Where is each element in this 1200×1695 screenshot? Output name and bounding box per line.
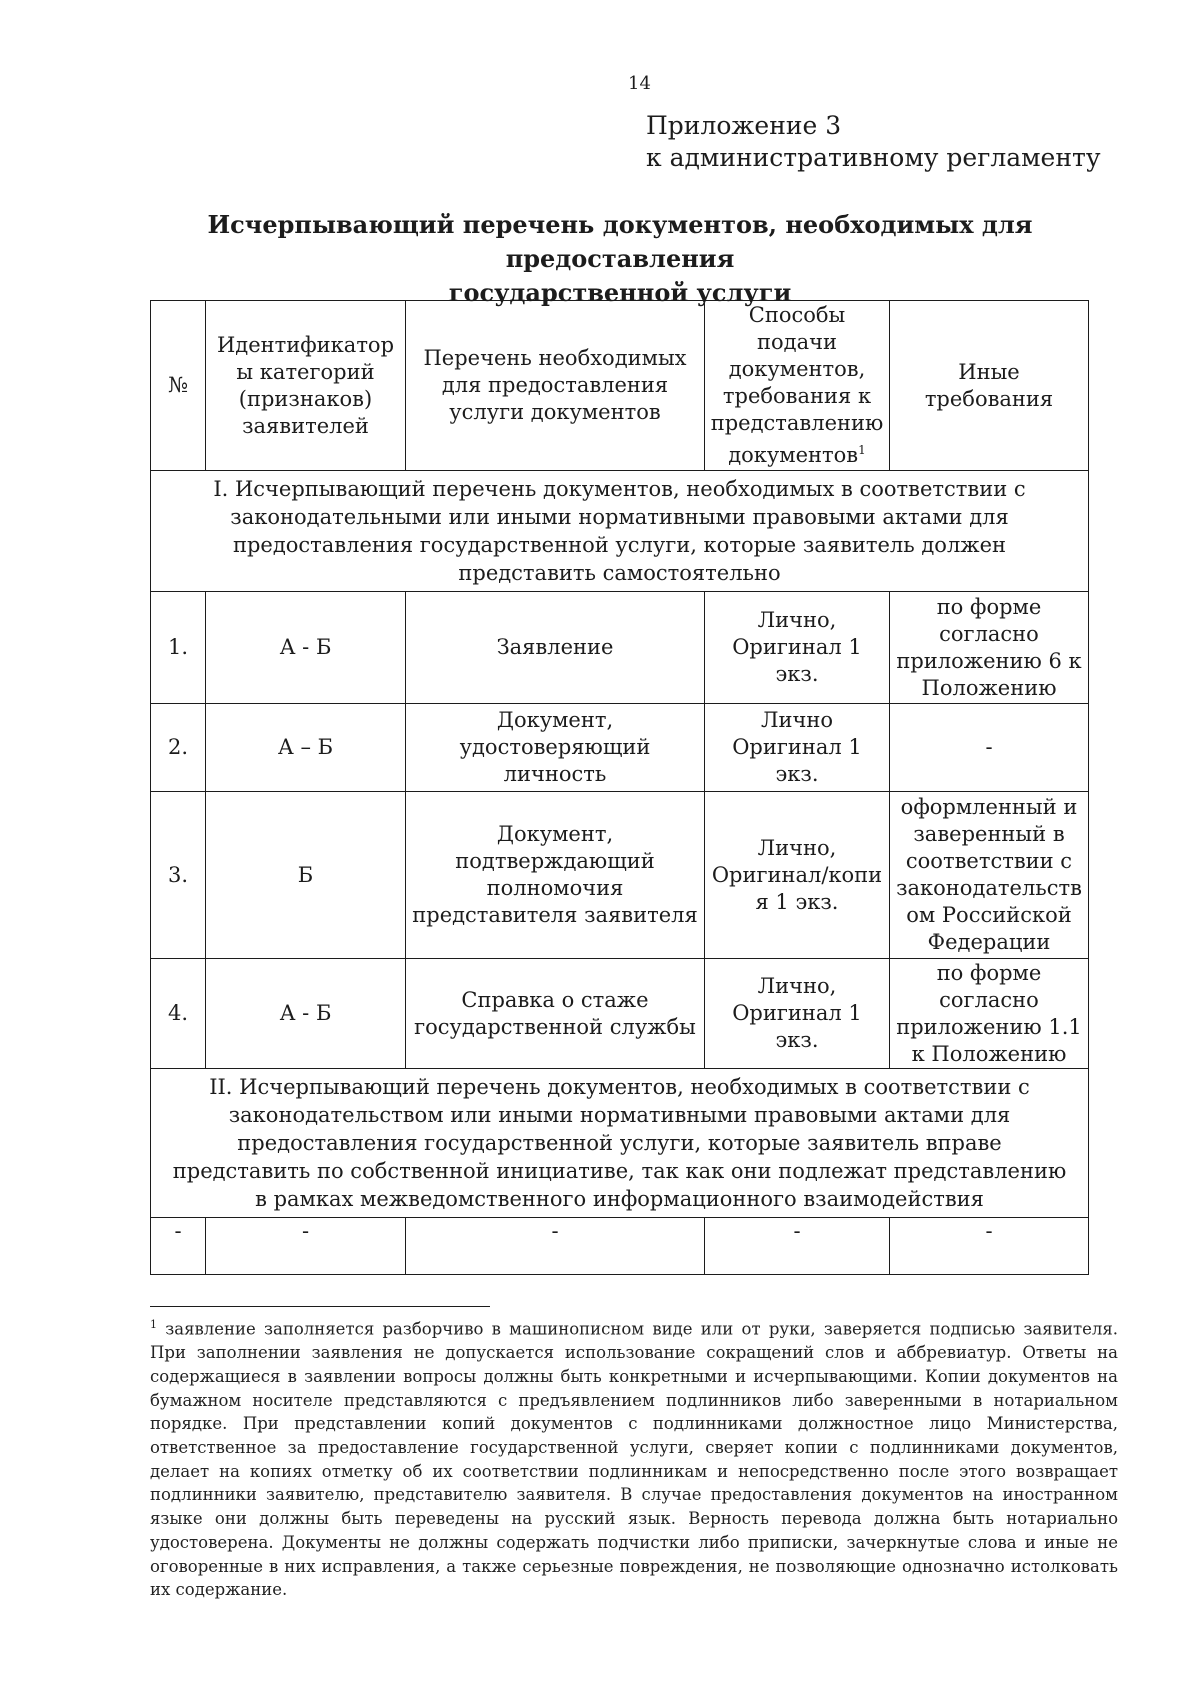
row-1-doc: Заявление — [406, 592, 705, 704]
table-row — [151, 704, 1089, 792]
row-2-other: - — [890, 704, 1089, 792]
appendix-line-1: Приложение 3 — [646, 111, 842, 140]
row-3-doc: Документ, подтверждающий полномочия представителя заявителя — [406, 792, 705, 959]
document-title — [130, 208, 1110, 310]
section-2-row — [151, 1069, 1089, 1218]
row-2-doc: Документ, удостоверяющий личность — [406, 704, 705, 792]
last-row-other: - — [890, 1218, 1089, 1275]
row-4-doc: Справка о стаже государственной службы — [406, 959, 705, 1069]
row-4-other: по форме согласно приложению 1.1 к Положению — [890, 959, 1089, 1069]
last-row-num: - — [151, 1218, 206, 1275]
row-1-other: по форме согласно приложению 6 к Положению — [890, 592, 1089, 704]
header-methods-text: Способы подачи документов, требования к представлению документов — [710, 303, 884, 467]
footnote-text: заявление заполняется разборчиво в машинописном виде или от руки, заверяется подписью заявителя. При заполнении заявления не допускается использование сокращений слов и аббревиатур. Ответы на содержащиеся в заявлении вопросы должны быть конкретными и исчерпывающими. Копии документов на бумажном носителе представляются с предъявлением подлинников либо заверенными в нотариальном порядке. При представлении копий документов с подлинниками должностное лицо Министерства, ответственное за предоставление государственной услуги, сверяет копии с подлинниками документов, делает на копиях отметку об их соответствии подлинникам и непосредственно после этого возвращает подлинники заявителю, представителю заявителя. В случае предоставления документов на иностранном языке они должны быть переведены на русский язык. Верность перевода должна быть нотариально удостоверена. Документы не должны содержать подчистки либо приписки, зачеркнутые слова и иные не оговоренные в них исправления, а также серьезные повреждения, не позволяющие однозначно истолковать их содержание. — [150, 1319, 1118, 1600]
table-row — [151, 592, 1089, 704]
header-num: № — [151, 301, 206, 471]
last-row-method: - — [705, 1218, 890, 1275]
row-3-other: оформленный и заверенный в соответствии с законодательств ом Российской Федерации — [890, 792, 1089, 959]
row-1-method: Лично, Оригинал 1 экз. — [705, 592, 890, 704]
row-3-method: Лично, Оригинал/копи я 1 экз. — [705, 792, 890, 959]
footnote-separator — [150, 1306, 490, 1307]
row-4-id: А - Б — [206, 959, 406, 1069]
row-3-num: 3. — [151, 792, 206, 959]
last-row-id: - — [206, 1218, 406, 1275]
page-number: 14 — [628, 73, 651, 94]
last-row-doc: - — [406, 1218, 705, 1275]
table-row — [151, 792, 1089, 959]
table-row — [151, 959, 1089, 1069]
row-3-id: Б — [206, 792, 406, 959]
header-other: Иные требования — [890, 301, 1089, 471]
header-identifiers: Идентификатор ы категорий (признаков) заявителей — [206, 301, 406, 471]
title-line-1: Исчерпывающий перечень документов, необходимых для предоставления — [207, 210, 1033, 273]
appendix-note — [646, 110, 1101, 174]
title-line-2: государственной услуги — [448, 278, 792, 307]
row-4-method: Лично, Оригинал 1 экз. — [705, 959, 890, 1069]
section-2-heading: II. Исчерпывающий перечень документов, необходимых в соответствии с законодательством или иными нормативными правовыми актами для предоставления государственной услуги, которые заявитель вправе представить по собственной инициативе, так как они подлежат представлению в рамках межведомственного информационного взаимодействия — [151, 1069, 1089, 1218]
section-1-heading: I. Исчерпывающий перечень документов, необходимых в соответствии с законодательными или иными нормативными правовыми актами для предоставления государственной услуги, которые заявитель должен представить самостоятельно — [151, 471, 1089, 592]
row-4-num: 4. — [151, 959, 206, 1069]
footnote-number: 1 — [150, 1318, 157, 1331]
table-row — [151, 1218, 1089, 1275]
documents-table — [150, 300, 1089, 1275]
row-1-id: А - Б — [206, 592, 406, 704]
footnote-mark: 1 — [858, 443, 866, 457]
row-2-method: Лично Оригинал 1 экз. — [705, 704, 890, 792]
header-methods — [705, 301, 890, 471]
header-documents: Перечень необходимых для предоставления услуги документов — [406, 301, 705, 471]
row-2-id: А – Б — [206, 704, 406, 792]
footnote — [150, 1313, 1118, 1602]
table-header-row — [151, 301, 1089, 471]
section-1-row — [151, 471, 1089, 592]
row-2-num: 2. — [151, 704, 206, 792]
appendix-line-2: к административному регламенту — [646, 143, 1101, 172]
row-1-num: 1. — [151, 592, 206, 704]
